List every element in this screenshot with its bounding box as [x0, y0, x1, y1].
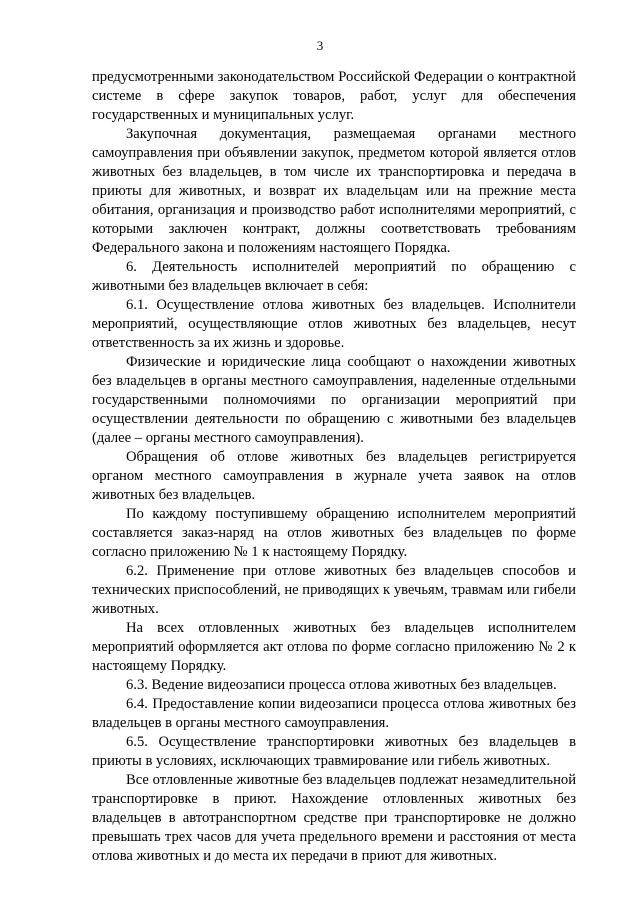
- paragraph-registration: Обращения об отлове животных без владельцев регистрируется органом местного самоуправления в журнале учета заявок на отлов животных без владельцев.: [92, 449, 576, 503]
- paragraph-continuation: предусмотренными законодательством Российской Федерации о контрактной системе в сфере закупок товаров, работ, услуг для обеспечения государственных и муниципальных услуг.: [92, 69, 576, 123]
- paragraph-reporting: Физические и юридические лица сообщают о нахождении животных без владельцев в органы местного самоуправления, наделенные отдельными государственными полномочиями по организации мероприятий при осуществлении деятельности по обращению с животными без владельцев (далее – органы местного самоуправления).: [92, 354, 576, 446]
- paragraph-transport: Все отловленные животные без владельцев подлежат незамедлительной транспортировке в приют. Нахождение отловленных животных без владельцев в автотранспортном средстве при транспортировке не должно превышать трех часов для учета предельного времени и расстояния от места отлова животных и до места их передачи в приют для животных.: [92, 772, 576, 864]
- paragraph-procurement-documentation: Закупочная документация, размещаемая органами местного самоуправления при объявлении закупок, предметом которой является отлов животных без владельцев, в том числе их транспортировка и передача в приюты для животных, и возврат их владельцам или на прежние места обитания, организация и производство работ исполнителями мероприятий, с которыми заключен контракт, должны соответствовать требованиям Федерального закона и положениям настоящего Порядка.: [92, 126, 576, 256]
- paragraph-section-6-2: 6.2. Применение при отлове животных без владельцев способов и технических приспособлений, не приводящих к увечьям, травмам или гибели животных.: [92, 563, 576, 617]
- paragraph-section-6: 6. Деятельность исполнителей мероприятий по обращению с животными без владельцев включает в себя:: [92, 259, 576, 294]
- paragraph-work-order: По каждому поступившему обращению исполнителем мероприятий составляется заказ-наряд на отлов животных без владельцев по форме согласно приложению № 1 к настоящему Порядку.: [92, 506, 576, 560]
- paragraph-section-6-1: 6.1. Осуществление отлова животных без владельцев. Исполнители мероприятий, осуществляющие отлов животных без владельцев, несут ответственность за их жизнь и здоровье.: [92, 297, 576, 351]
- paragraph-section-6-5: 6.5. Осуществление транспортировки животных без владельцев в приюты в условиях, исключающих травмирование или гибель животных.: [92, 734, 576, 769]
- page-number: 3: [316, 38, 324, 53]
- paragraph-section-6-4: 6.4. Предоставление копии видеозаписи процесса отлова животных без владельцев в органы местного самоуправления.: [92, 696, 576, 731]
- paragraph-capture-act: На всех отловленных животных без владельцев исполнителем мероприятий оформляется акт отлова по форме согласно приложению № 2 к настоящему Порядку.: [92, 620, 576, 674]
- document-body: [92, 68, 576, 866]
- paragraph-section-6-3: 6.3. Ведение видеозаписи процесса отлова животных без владельцев.: [126, 677, 557, 693]
